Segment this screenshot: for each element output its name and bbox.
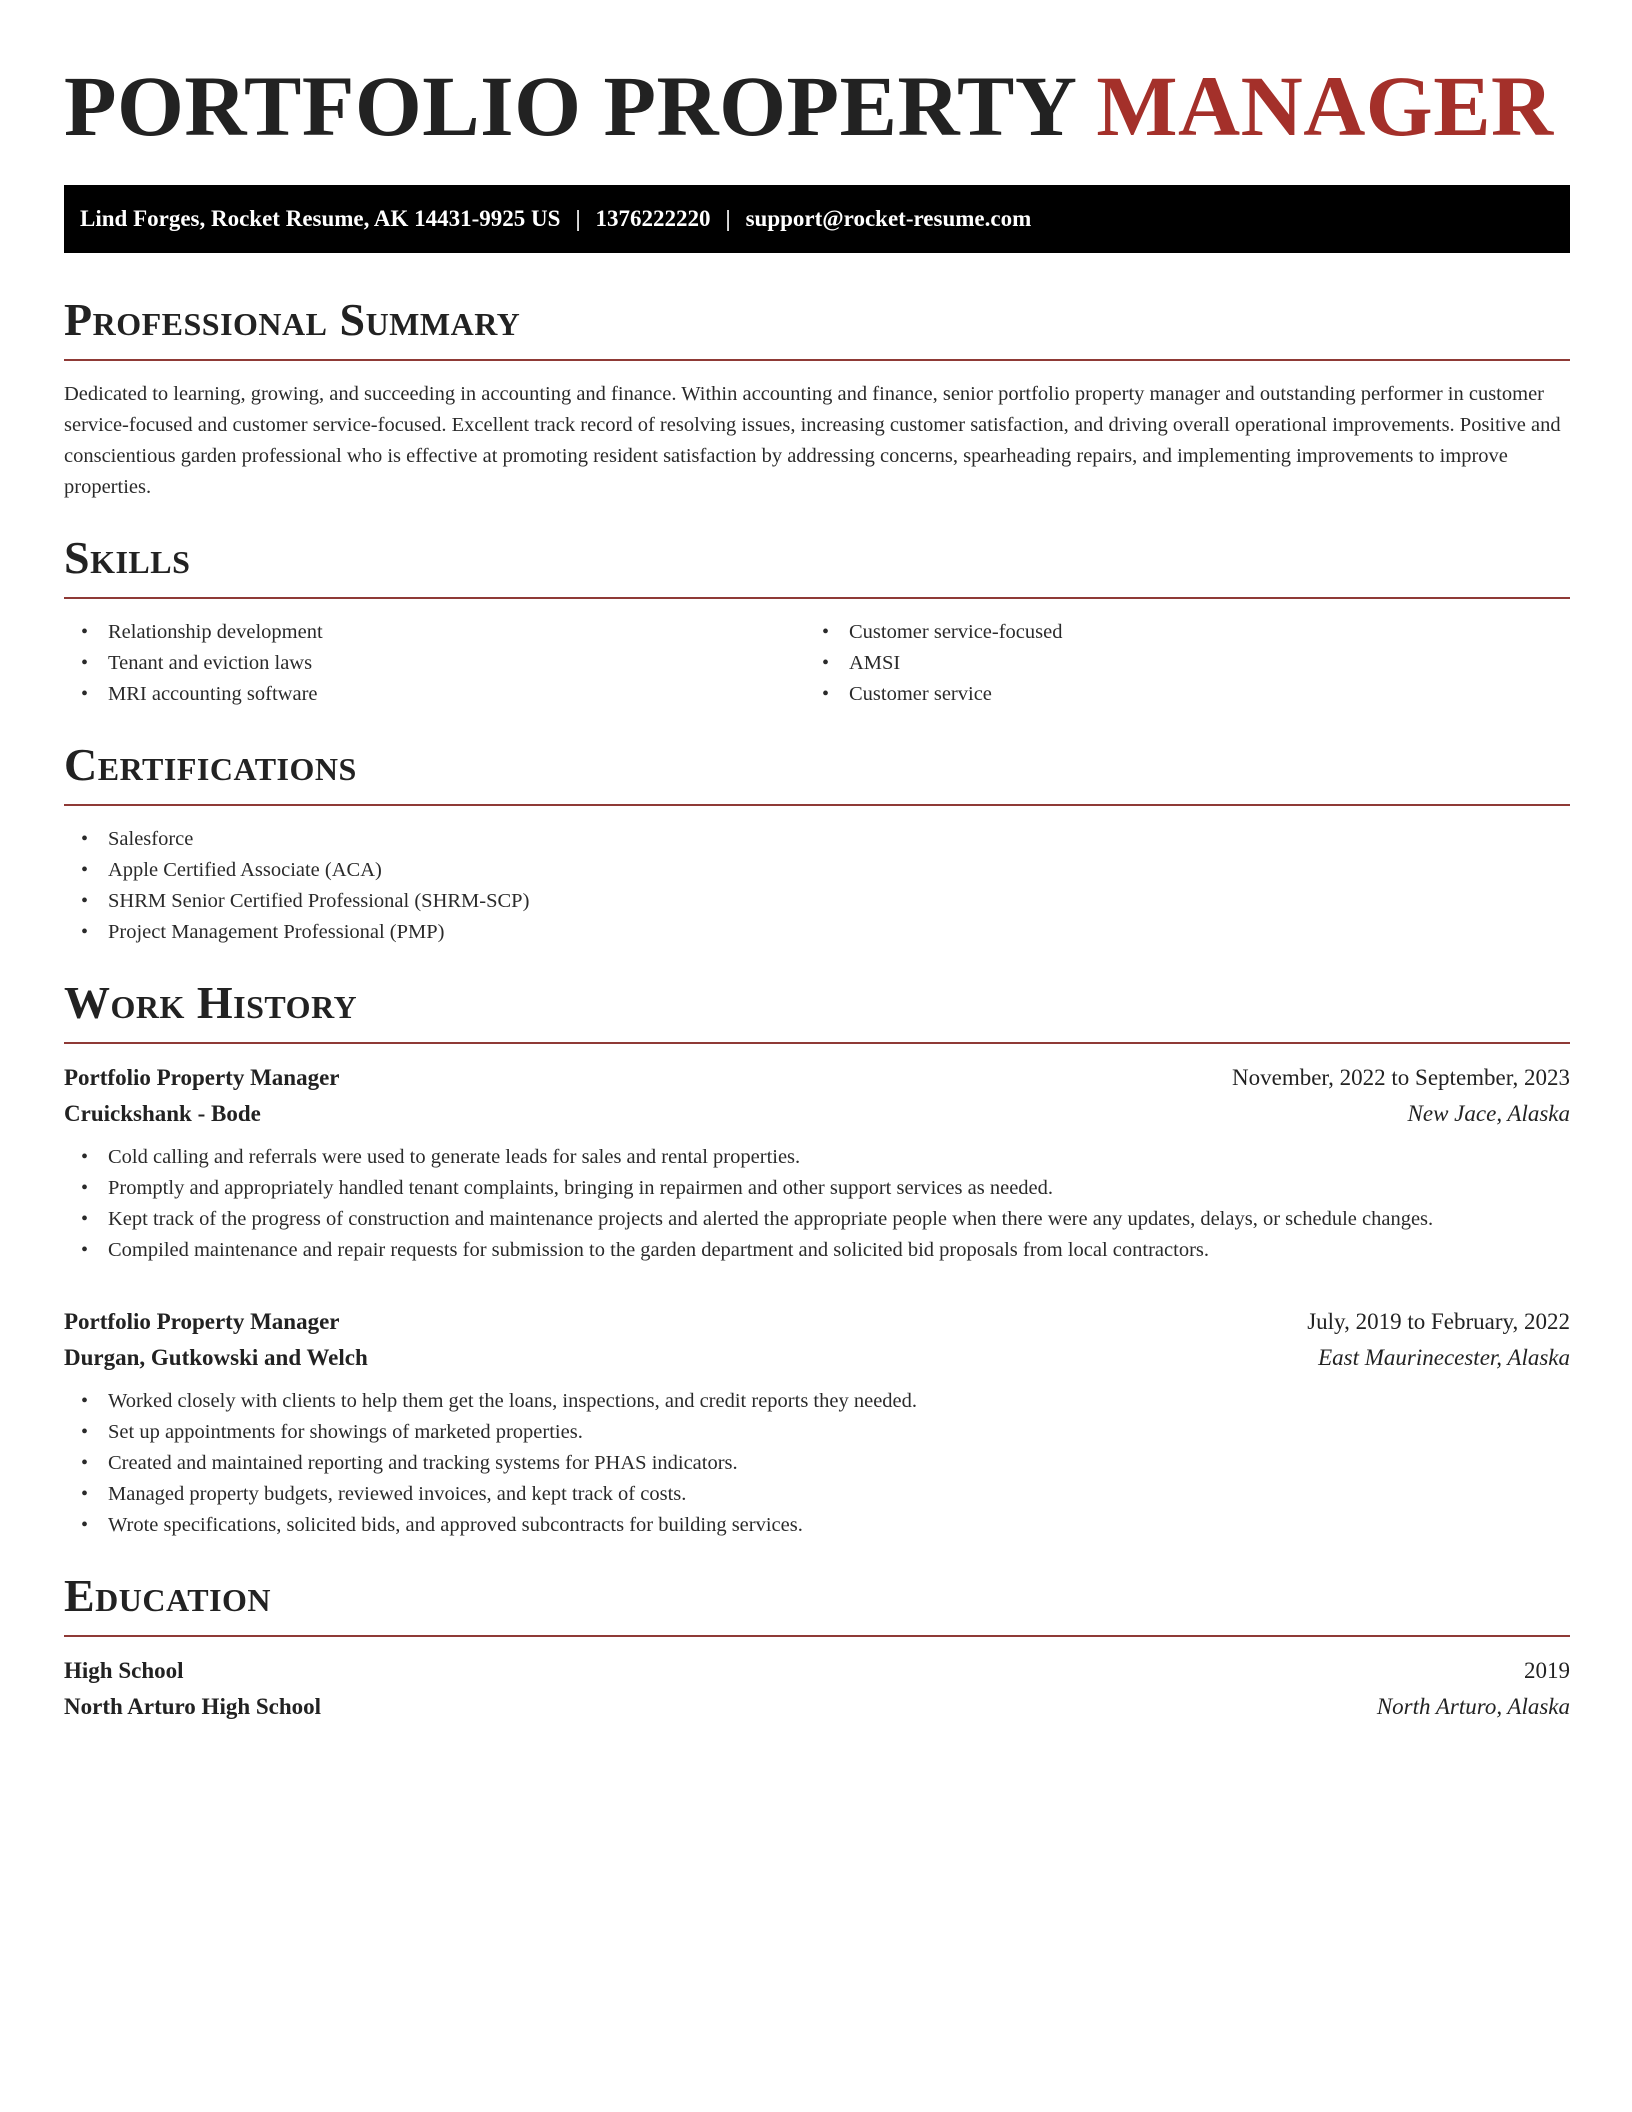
skill-item: • Relationship development — [64, 617, 805, 648]
job-location: New Jace, Alaska — [1407, 1101, 1570, 1126]
skill-item: • MRI accounting software — [64, 679, 805, 710]
skills-list-left — [64, 617, 805, 710]
contact-separator: | — [575, 206, 581, 231]
job-duty-item: • Wrote specifications, solicited bids, and approved subcontracts for building services. — [64, 1510, 1570, 1541]
job-duty-item: • Set up appointments for showings of marketed properties. — [64, 1417, 1570, 1448]
education-year: 2019 — [1524, 1658, 1570, 1683]
job-duties-list — [64, 1386, 1570, 1541]
job-duty-item: • Cold calling and referrals were used to generate leads for sales and rental properties. — [64, 1142, 1570, 1173]
job-company-row — [64, 1340, 1570, 1376]
job-duties-list — [64, 1142, 1570, 1266]
section-divider — [64, 1635, 1570, 1637]
education-header-row — [64, 1653, 1570, 1689]
summary-text: Dedicated to learning, growing, and succeeding in accounting and finance. Within accounting and finance, senior portfolio property manager and outstanding performer in customer service-focused and customer service-focused. Excellent track record of resolving issues, increasing customer satisfaction, and driving overall operational improvements. Positive and conscientious garden professional who is effective at promoting resident satisfaction by addressing concerns, spearheading repairs, and implementing improvements to improve properties. — [64, 383, 1561, 498]
job-entry — [64, 1060, 1570, 1266]
certifications-heading: Certifications — [64, 739, 357, 790]
resume-title — [64, 58, 1570, 154]
job-header-row — [64, 1060, 1570, 1096]
job-duty-item: • Worked closely with clients to help them get the loans, inspections, and credit reports they needed. — [64, 1386, 1570, 1417]
certifications-section — [64, 739, 1570, 948]
job-duty-item: • Kept track of the progress of construction and maintenance projects and alerted the appropriate people when there were any updates, delays, or schedule changes. — [64, 1204, 1570, 1235]
summary-heading: Professional Summary — [64, 294, 521, 345]
title-accent: MANAGER — [1096, 58, 1554, 154]
skills-grid — [64, 599, 1570, 710]
education-school: North Arturo High School — [64, 1694, 322, 1719]
job-entry — [64, 1304, 1570, 1541]
title-main: PORTFOLIO PROPERTY — [64, 58, 1075, 154]
job-dates: November, 2022 to September, 2023 — [1232, 1065, 1570, 1090]
summary-section — [64, 294, 1570, 503]
certification-item: • Apple Certified Associate (ACA) — [64, 855, 1570, 886]
education-entry — [64, 1653, 1570, 1725]
section-divider — [64, 1042, 1570, 1044]
skills-heading: Skills — [64, 532, 191, 583]
skill-item: • Customer service-focused — [805, 617, 1546, 648]
job-duty-item: • Compiled maintenance and repair requests for submission to the garden department and solicited bid proposals from local contractors. — [64, 1235, 1570, 1266]
work-history-heading: Work History — [64, 977, 358, 1028]
skill-item: • AMSI — [805, 648, 1546, 679]
job-duty-item: • Managed property budgets, reviewed invoices, and kept track of costs. — [64, 1479, 1570, 1510]
certification-item: • Salesforce — [64, 824, 1570, 855]
job-title: Portfolio Property Manager — [64, 1309, 340, 1334]
job-header-row — [64, 1304, 1570, 1340]
education-location: North Arturo, Alaska — [1376, 1694, 1570, 1719]
section-divider — [64, 804, 1570, 806]
skill-item: • Customer service — [805, 679, 1546, 710]
education-section — [64, 1570, 1570, 1725]
job-location: East Maurinecester, Alaska — [1318, 1345, 1570, 1370]
contact-phone: 1376222220 — [595, 206, 711, 231]
education-heading: Education — [64, 1570, 272, 1621]
work-history-section — [64, 977, 1570, 1541]
contact-email: support@rocket-resume.com — [745, 206, 1032, 231]
job-company: Durgan, Gutkowski and Welch — [64, 1345, 368, 1370]
education-degree: High School — [64, 1658, 184, 1683]
certification-item: • SHRM Senior Certified Professional (SHRM-SCP) — [64, 886, 1570, 917]
job-duty-item: • Created and maintained reporting and tracking systems for PHAS indicators. — [64, 1448, 1570, 1479]
contact-separator: | — [725, 206, 731, 231]
job-company-row — [64, 1096, 1570, 1132]
contact-bar — [64, 185, 1570, 253]
certifications-list — [64, 824, 1570, 948]
certification-item: • Project Management Professional (PMP) — [64, 917, 1570, 948]
job-dates: July, 2019 to February, 2022 — [1307, 1309, 1570, 1334]
section-divider — [64, 359, 1570, 361]
skill-item: • Tenant and eviction laws — [64, 648, 805, 679]
resume-page — [64, 50, 1570, 1725]
education-school-row — [64, 1689, 1570, 1725]
job-duty-item: • Promptly and appropriately handled tenant complaints, bringing in repairmen and other support services as needed. — [64, 1173, 1570, 1204]
skills-list-right — [805, 617, 1546, 710]
job-company: Cruickshank - Bode — [64, 1101, 261, 1126]
job-title: Portfolio Property Manager — [64, 1065, 340, 1090]
contact-address: Lind Forges, Rocket Resume, AK 14431-9925 US — [80, 206, 561, 231]
skills-section — [64, 532, 1570, 710]
